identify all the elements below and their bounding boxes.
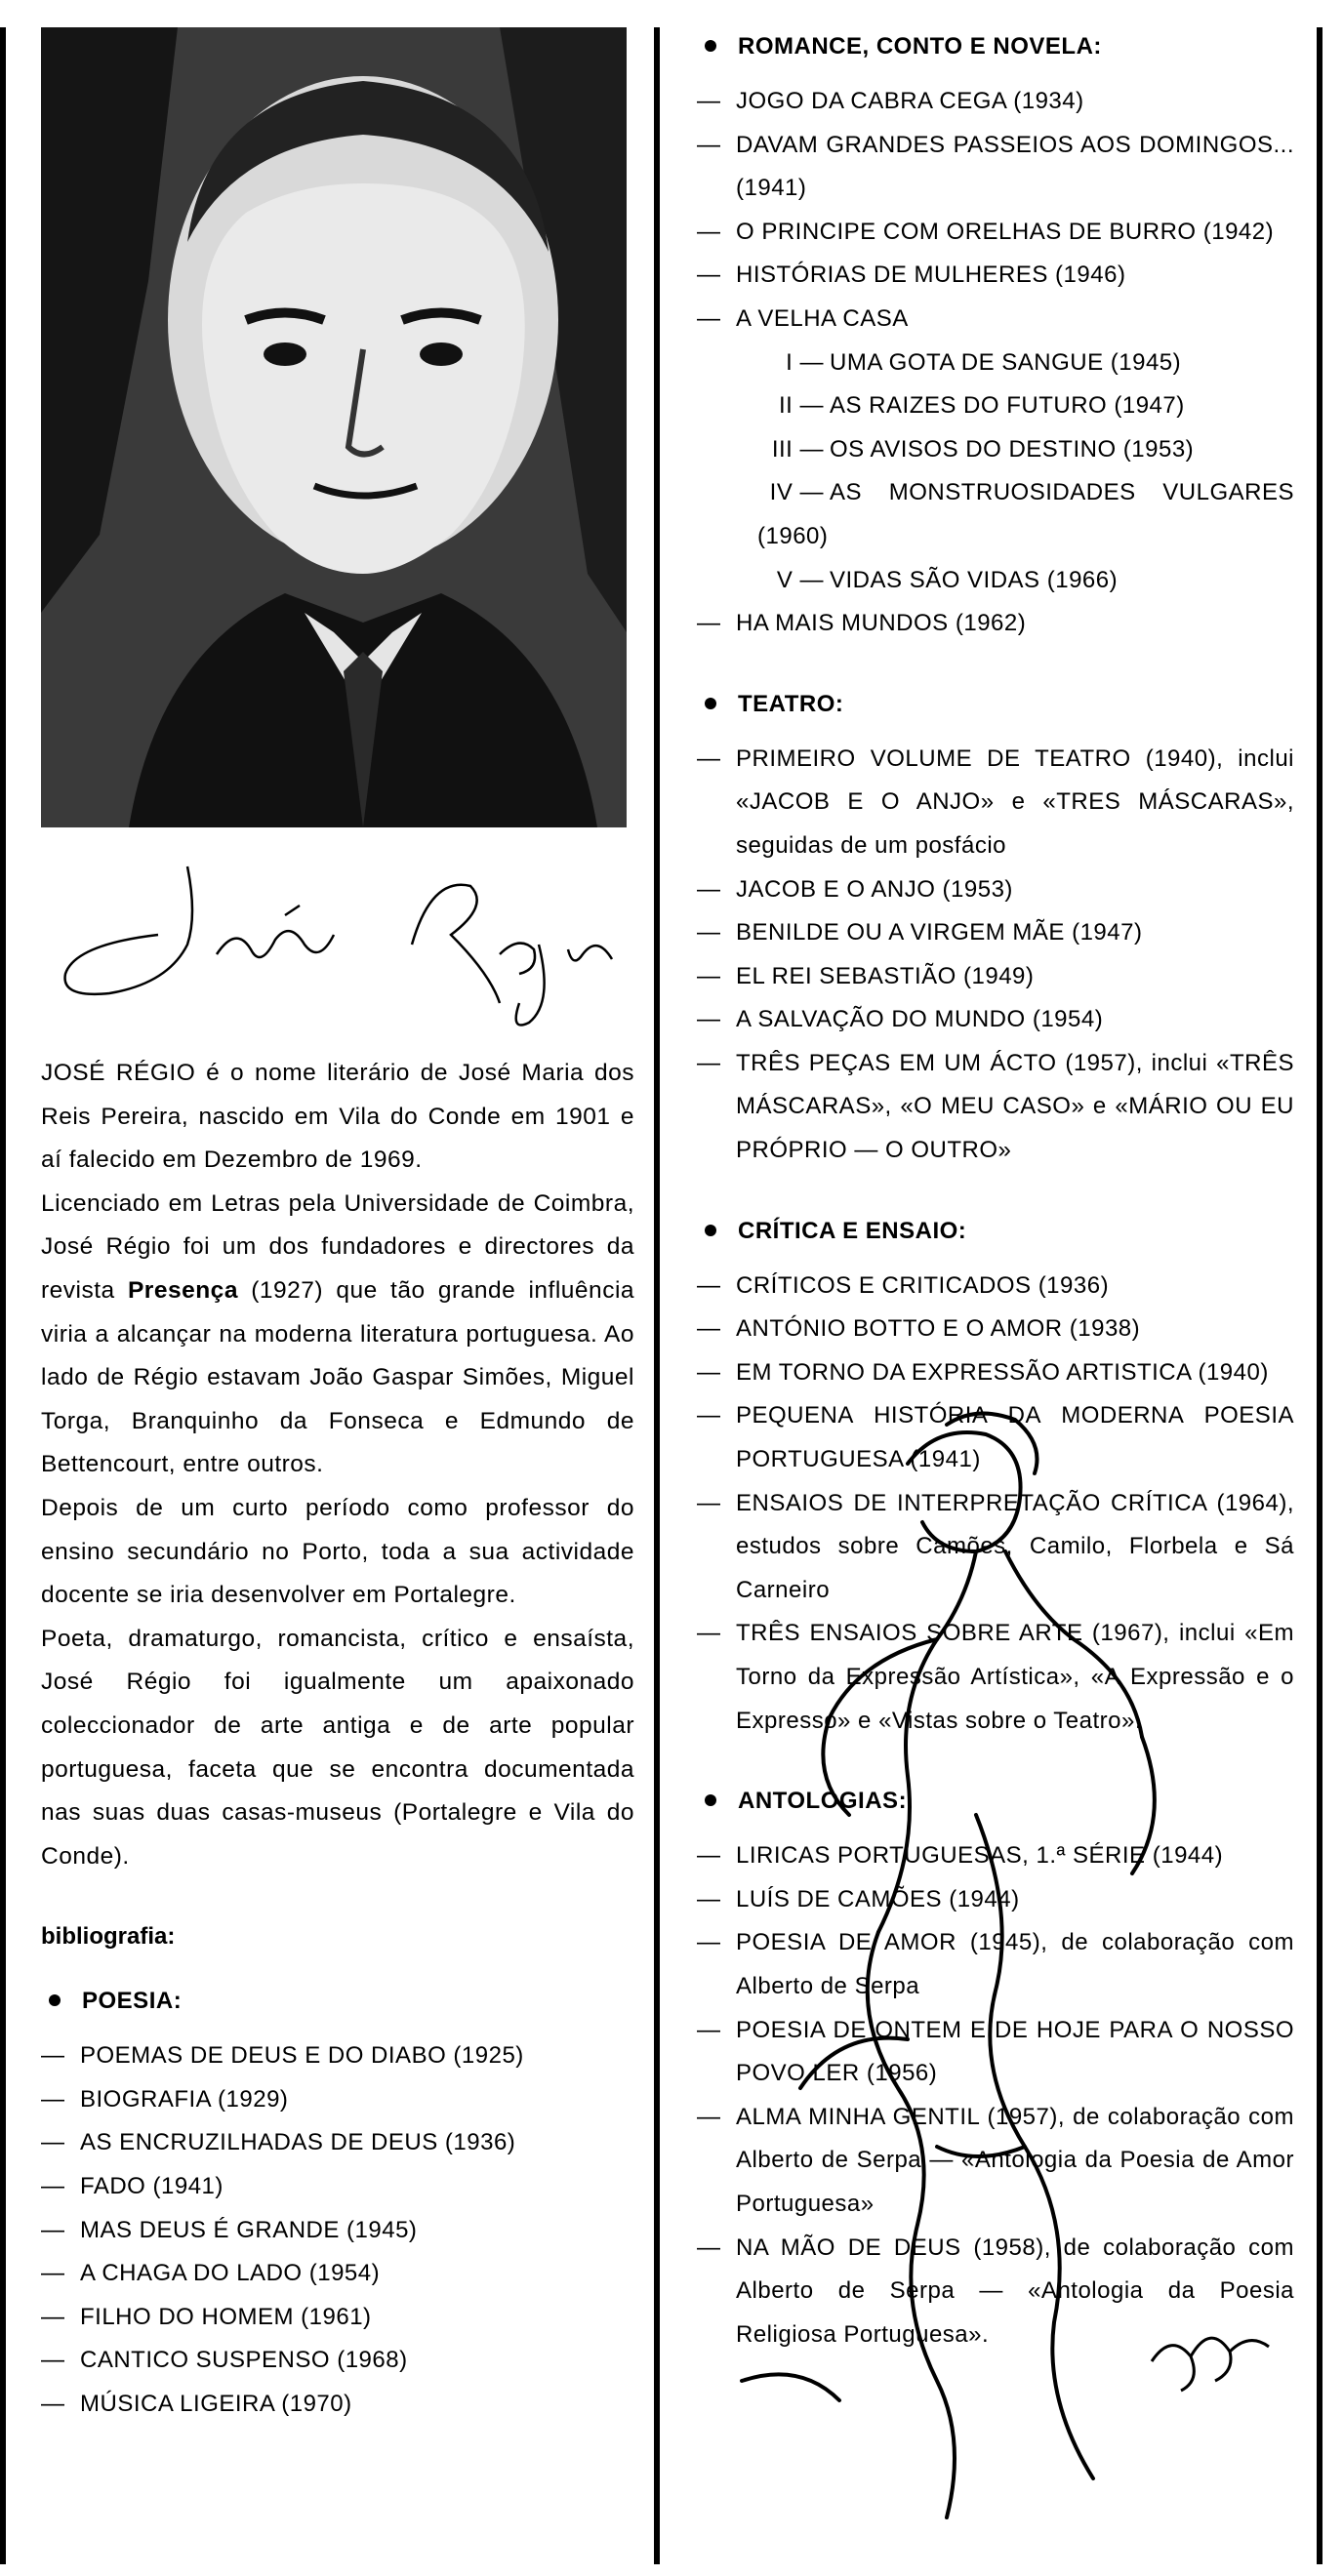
work-title: EL REI SEBASTIÃO (1949) [736,962,1035,989]
list-item [41,2339,634,2383]
dash-mark: — [41,2347,65,2374]
list-item [697,254,1294,298]
work-title: CANTICO SUSPENSO (1968) [80,2347,408,2374]
list-item [697,1612,1294,1743]
work-note: de colaboração com Alberto de Serpa — «Antologia da Poesia de Amor Portuguesa» [736,2103,1295,2217]
antologias-list [697,1834,1294,2356]
sub-list-item [697,342,1294,385]
section-heading-antologias [697,1782,1294,1821]
list-item [697,1921,1294,2008]
dash-mark: — [697,1489,721,1516]
work-note: inclui «JACOB E O ANJO» e «TRES MÁSCARAS», seguidas de um posfácio [736,745,1294,859]
dash-mark: — [41,2216,65,2243]
list-item [697,911,1294,955]
list-item [697,2009,1294,2096]
list-item [41,2165,634,2209]
dash-mark: — [697,218,721,245]
list-item [41,2121,634,2165]
work-title: VIDAS SÃO VIDAS (1966) [830,566,1119,593]
work-title: TRÊS PEÇAS EM UM ÁCTO (1957), [736,1049,1143,1076]
list-item [697,124,1294,211]
work-note: de colaboração com Alberto de Serpa [736,1929,1294,1999]
dash-mark: — [697,2234,721,2261]
work-title: JACOB E O ANJO (1953) [736,875,1013,903]
critica-list [697,1265,1294,1744]
list-item [697,1482,1294,1613]
work-title: MAS DEUS É GRANDE (1945) [80,2216,418,2243]
dash-mark: — [697,919,721,946]
dash-mark: — [41,2303,65,2330]
volume-number: IV — [769,479,824,506]
bibliography-heading: bibliografia: [41,1923,176,1951]
work-title: HISTÓRIAS DE MULHERES (1946) [736,262,1126,289]
list-item [697,80,1294,124]
list-item [697,1308,1294,1351]
list-item [697,1265,1294,1308]
volume-number: I — [786,348,824,376]
list-item [697,602,1294,646]
sub-list-item [697,559,1294,603]
dash-mark: — [697,1842,721,1870]
work-title: UMA GOTA DE SANGUE (1945) [830,348,1182,376]
poesia-heading-label: POESIA: [82,1988,183,2015]
antologias-heading-label: ANTOLOGIAS: [738,1788,908,1815]
work-title: OS AVISOS DO DESTINO (1953) [830,435,1195,463]
dash-mark: — [697,1358,721,1386]
dash-mark: — [697,304,721,332]
sub-list-item [697,384,1294,428]
work-title: TRÊS ENSAIOS SOBRE ARTE (1967), [736,1620,1170,1647]
right-column-rule [1317,27,1323,2564]
teatro-heading-label: TEATRO: [738,690,844,717]
bio-p2-text-a: Licenciado em Letras pela Universidade de Coimbra, José Régio foi um dos fundadores e directores da revista [41,1189,634,1304]
bullet-icon [49,1994,61,2006]
bullet-icon [705,40,716,52]
dash-mark: — [697,875,721,903]
list-item [41,2034,634,2078]
work-title: HA MAIS MUNDOS (1962) [736,610,1027,637]
work-title: BENILDE OU A VIRGEM MÃE (1947) [736,919,1143,946]
work-title: LIRICAS PORTUGUESAS, 1.ª SÉRIE (1944) [736,1842,1224,1870]
dash-mark: — [697,1402,721,1429]
dash-mark: — [41,2085,65,2113]
work-title: FADO (1941) [80,2173,224,2200]
list-item [697,2096,1294,2227]
work-note: inclui «Em Torno da Expressão Artística», «A Expressão e o Expresso» e «Vistas sobre o Teatro». [736,1620,1294,1734]
work-title: POESIA DE ONTEM E DE HOJE PARA O NOSSO POVO LER (1956) [736,2016,1294,2087]
sub-list-item [697,428,1294,472]
work-title: ANTÓNIO BOTTO E O AMOR (1938) [736,1315,1141,1343]
bio-paragraph-3: Depois de um curto período como professor do ensino secundário no Porto, toda a sua actividade docente se iria desenvolver em Portalegre. [41,1494,634,1609]
list-item [697,955,1294,999]
dash-mark: — [697,262,721,289]
romance-list [697,80,1294,646]
work-title: PEQUENA HISTÓRIA DA MODERNA POESIA PORTUGUESA (1941) [736,1402,1294,1473]
work-title: LUÍS DE CAMÕES (1944) [736,1885,1020,1912]
bio-paragraph-1: JOSÉ RÉGIO é o nome literário de José Maria dos Reis Pereira, nascido em Vila do Conde em 1901 e aí falecido em Dezembro de 1969. [41,1060,634,1174]
list-item [697,298,1294,342]
list-item [697,868,1294,912]
author-portrait-photo [41,27,634,827]
work-title: EM TORNO DA EXPRESSÃO ARTISTICA (1940) [736,1358,1269,1386]
list-item [41,2078,634,2122]
poesia-list [41,2034,634,2426]
dash-mark: — [697,88,721,114]
dash-mark: — [41,2129,65,2156]
right-column [697,27,1294,2356]
romance-heading-label: ROMANCE, CONTO E NOVELA: [738,33,1102,60]
list-item [697,1834,1294,1878]
work-title: POESIA DE AMOR (1945), [736,1929,1048,1956]
bio-p2-magazine-title: Presença [127,1276,238,1304]
list-item [697,1042,1294,1173]
list-item [697,1394,1294,1481]
list-item [41,2383,634,2427]
dash-mark: — [697,1885,721,1912]
section-heading-teatro [697,685,1294,724]
dash-mark: — [697,1620,721,1647]
dash-mark: — [697,2016,721,2043]
work-note: estudos sobre Camões, Camilo, Florbela e Sá Carneiro [736,1533,1294,1603]
list-item [697,2227,1294,2357]
list-item [697,1351,1294,1395]
work-title: JOGO DA CABRA CEGA (1934) [736,88,1084,114]
work-title: A VELHA CASA [736,304,909,332]
work-note: de colaboração com Alberto de Serpa — «Antologia da Poesia Religiosa Portuguesa». [736,2234,1295,2348]
section-heading-poesia [41,1982,634,2021]
work-title: A SALVAÇÃO DO MUNDO (1954) [736,1006,1104,1033]
left-column [41,27,634,2427]
left-column-rule [0,27,6,2564]
bio-paragraph-2 [41,1183,634,1487]
list-item [41,2296,634,2340]
bullet-icon [705,1225,716,1236]
list-item [697,738,1294,868]
critica-heading-label: CRÍTICA E ENSAIO: [738,1217,967,1244]
work-title: POEMAS DE DEUS E DO DIABO (1925) [80,2042,524,2070]
sub-list-item [697,471,1294,558]
work-title: O PRINCIPE COM ORELHAS DE BURRO (1942) [736,218,1275,245]
dash-mark: — [697,962,721,989]
work-title: ENSAIOS DE INTERPRETAÇÃO CRÍTICA (1964), [736,1489,1294,1516]
volume-number: V — [776,566,824,593]
work-title: AS MONSTRUOSIDADES VULGARES (1960) [757,479,1294,549]
work-title: BIOGRAFIA (1929) [80,2085,289,2113]
work-title: MÚSICA LIGEIRA (1970) [80,2391,352,2418]
list-item [41,2252,634,2296]
work-title: CRÍTICOS E CRITICADOS (1936) [736,1271,1110,1299]
dash-mark: — [41,2391,65,2418]
dash-mark: — [697,610,721,637]
bio-paragraph-4: Poeta, dramaturgo, romancista, crítico e ensaísta, José Régio foi igualmente um apaixonado coleccionador de arte antiga e de arte popular portuguesa, faceta que se encontra documentada nas suas duas casas-museus (Portalegre e Vila do Conde). [41,1625,634,1870]
work-note: inclui «TRÊS MÁSCARAS», «O MEU CASO» e «MÁRIO OU EU PRÓPRIO — O OUTRO» [736,1049,1295,1164]
dash-mark: — [697,1006,721,1033]
work-title: DAVAM GRANDES PASSEIOS AOS DOMINGOS... (1941) [736,131,1294,202]
volume-number: II — [778,392,824,420]
list-item [697,998,1294,1042]
bio-p2-text-c: (1927) que tão grande influência viria a alcançar na moderna literatura portuguesa. Ao lado de Régio estavam João Gaspar Simões, Miguel Torga, Branquinho da Fonseca e Edmundo de Bettencourt, entre outros. [41,1276,635,1478]
middle-column-rule [654,27,660,2564]
dash-mark: — [697,1049,721,1076]
work-title: NA MÃO DE DEUS (1958), [736,2234,1051,2261]
dash-mark: — [697,1929,721,1956]
dash-mark: — [41,2042,65,2070]
dash-mark: — [697,131,721,158]
dash-mark: — [697,745,721,772]
section-heading-romance [697,27,1294,66]
work-title: AS ENCRUZILHADAS DE DEUS (1936) [80,2129,516,2156]
dash-mark: — [41,2173,65,2200]
list-item [697,211,1294,255]
teatro-list [697,738,1294,1173]
volume-number: III — [771,435,824,463]
work-title: PRIMEIRO VOLUME DE TEATRO (1940), [736,745,1224,772]
dash-mark: — [697,1271,721,1299]
section-heading-critica [697,1212,1294,1251]
list-item [697,1878,1294,1922]
bullet-icon [705,1794,716,1806]
work-title: AS RAIZES DO FUTURO (1947) [830,392,1185,420]
bullet-icon [705,698,716,709]
list-item [41,2209,634,2253]
work-title: ALMA MINHA GENTIL (1957), [736,2103,1066,2130]
dash-mark: — [697,1315,721,1343]
dash-mark: — [697,2103,721,2130]
author-signature [41,827,634,1052]
work-title: FILHO DO HOMEM (1961) [80,2303,372,2330]
dash-mark: — [41,2260,65,2287]
work-title: A CHAGA DO LADO (1954) [80,2260,381,2287]
